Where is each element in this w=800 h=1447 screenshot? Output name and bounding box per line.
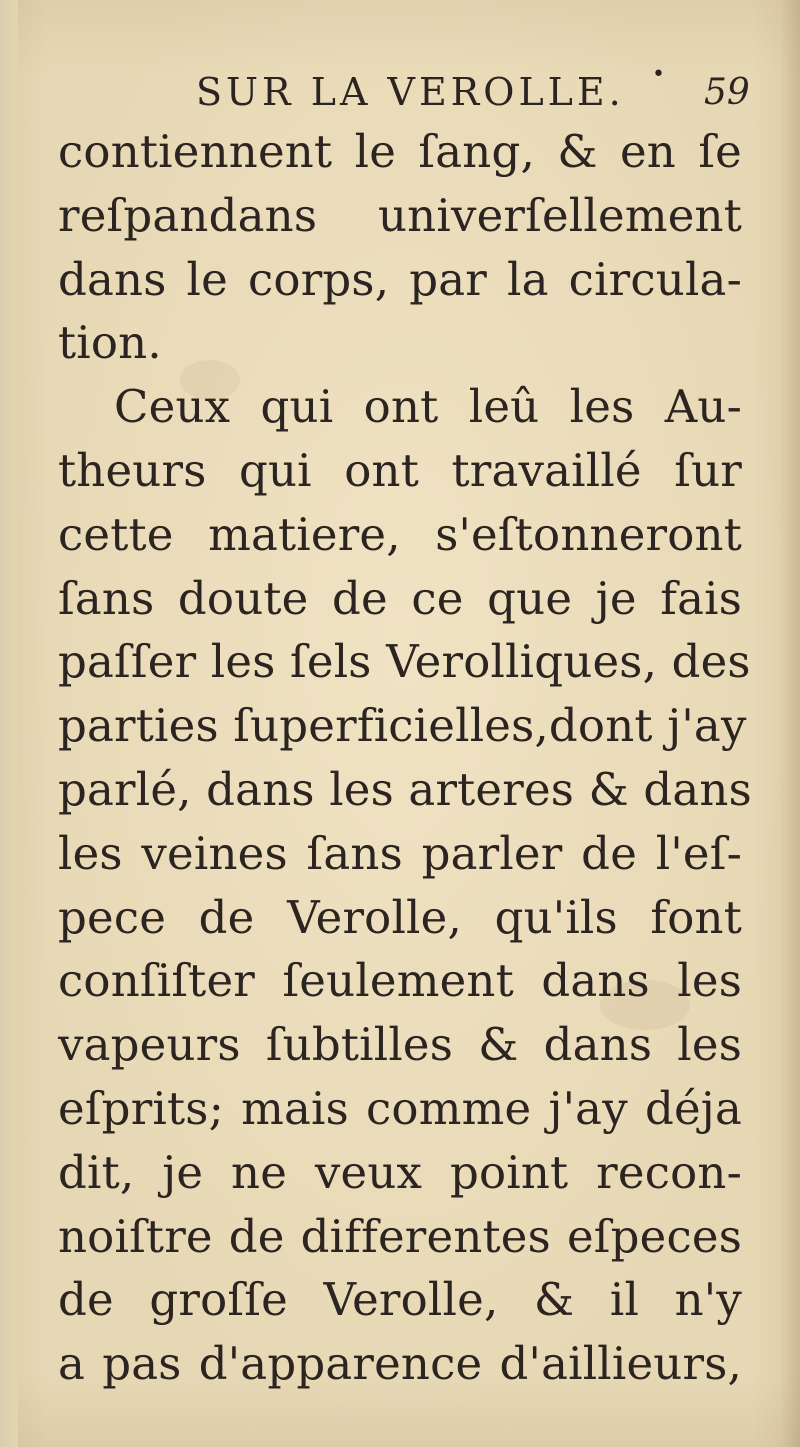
text-line: vapeurs ſubtilles & dans les — [58, 1018, 742, 1072]
paragraph-start-line: Ceux qui ont leû les Au- — [114, 380, 742, 434]
page-gutter — [0, 0, 18, 1447]
text-line: tion. — [58, 316, 162, 370]
text-line: reſpandans univerſellement — [58, 188, 742, 242]
page-header — [60, 62, 750, 122]
text-line: eſprits; mais comme j'ay déja — [58, 1081, 742, 1135]
text-line: cette matiere, s'eſtonneront — [58, 507, 742, 561]
text-line: a pas d'apparence d'aillieurs, — [58, 1337, 742, 1391]
page-number: 59 — [704, 72, 750, 113]
page-edge-shadow — [780, 0, 800, 1447]
text-line: dit, je ne veux point recon- — [58, 1145, 742, 1199]
running-head: SUR LA VEROLLE. — [196, 70, 625, 114]
text-line: conſiſter ſeulement dans les — [58, 954, 742, 1008]
body-text — [58, 120, 752, 1396]
text-line: contiennent le ſang, & en ſe — [58, 125, 742, 178]
text-line: theurs qui ont travaillé ſur — [58, 443, 742, 497]
text-line: parties ſuperficielles,dont j'ay — [58, 699, 747, 753]
text-line: les veines ſans parler de l'eſ- — [58, 826, 742, 880]
text-line: noiſtre de differentes eſpeces — [58, 1209, 742, 1263]
text-line: de groſſe Verolle, & il n'y — [58, 1273, 742, 1327]
text-line: ſans doute de ce que je fais — [58, 571, 742, 625]
text-line: pece de Verolle, qu'ils font — [58, 890, 742, 944]
text-line: parlé, dans les arteres & dans — [58, 762, 752, 816]
text-line: paſſer les ſels Verolliques, des — [58, 635, 751, 689]
printer-mark: • — [652, 62, 665, 87]
text-line: dans le corps, par la circula- — [58, 252, 742, 306]
